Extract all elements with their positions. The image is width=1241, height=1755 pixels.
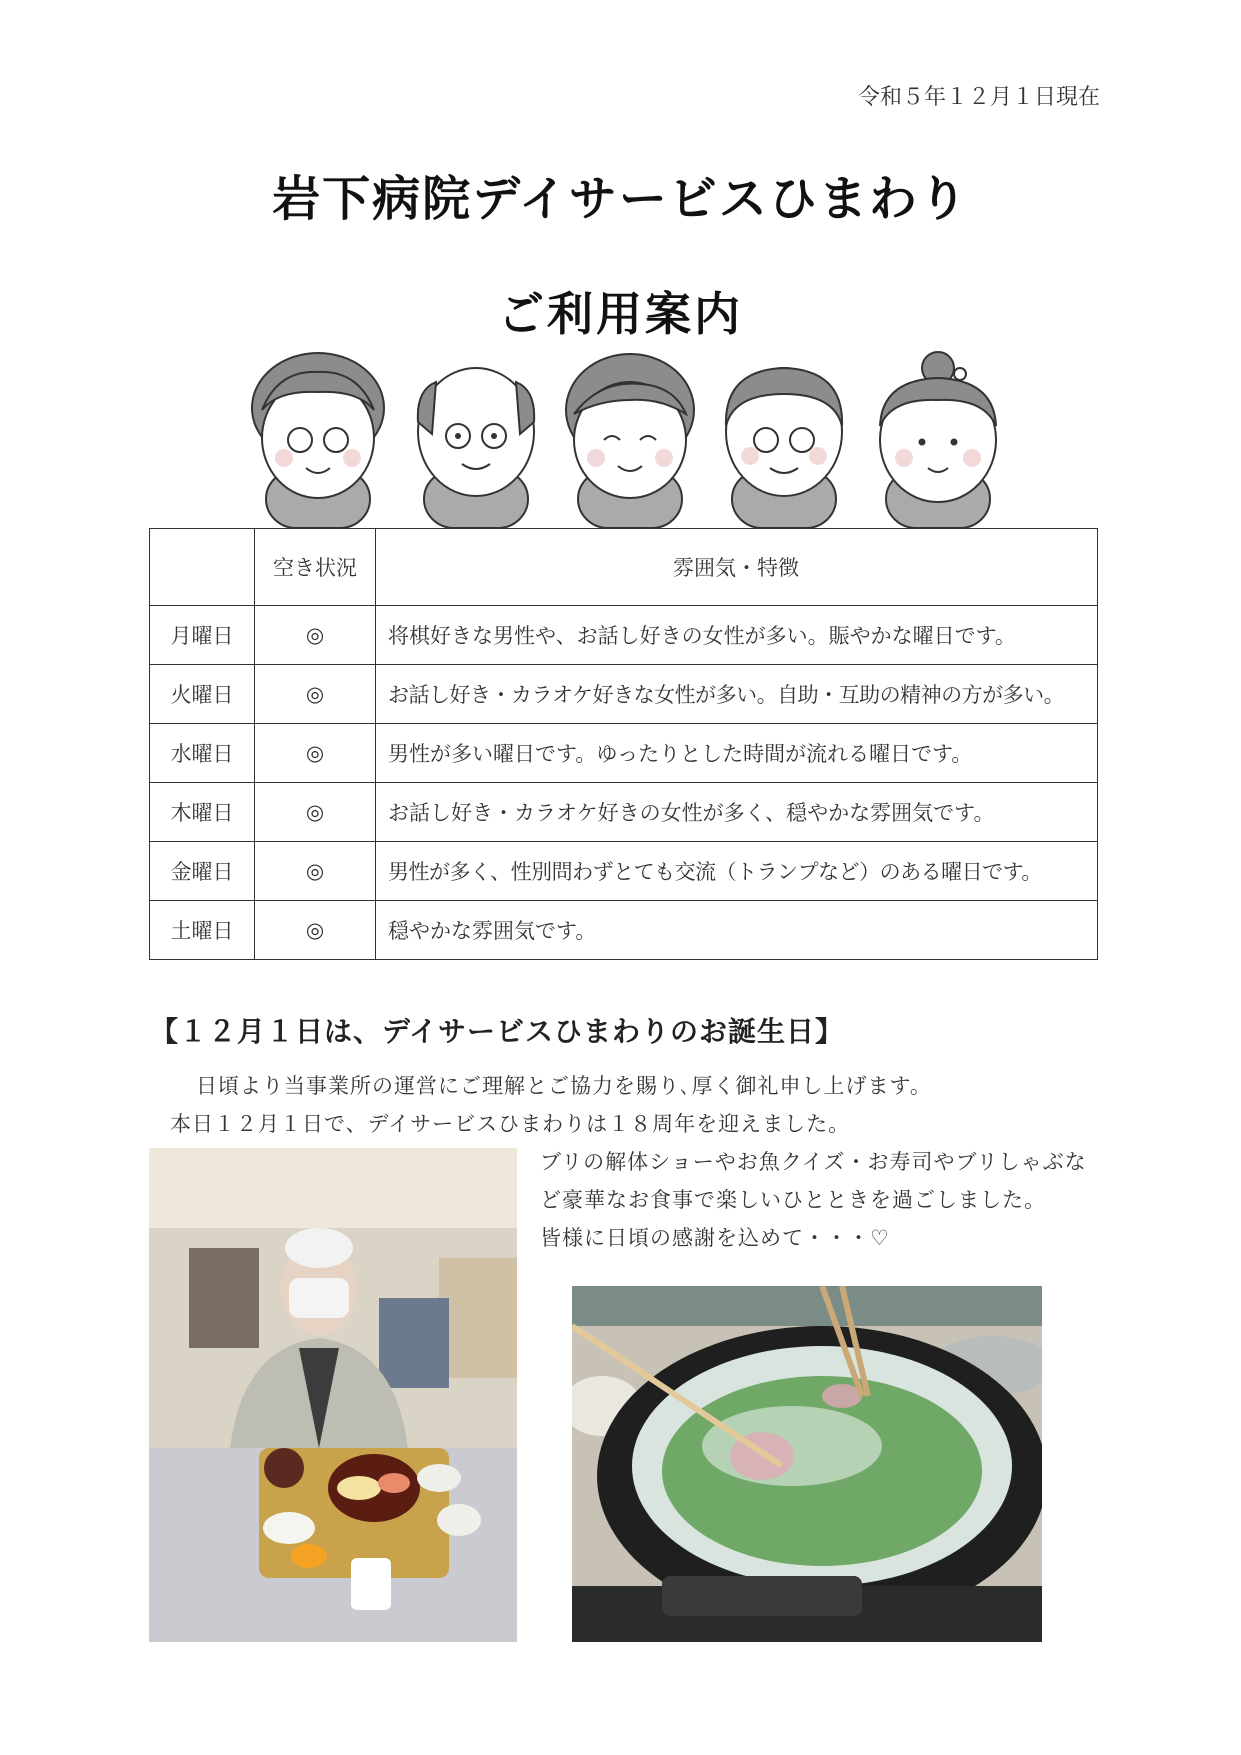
header-description: 雰囲気・特徴 [376,529,1098,606]
photo-man-with-meal-image [149,1148,517,1642]
row-day: 木曜日 [150,783,255,842]
intro-line-1: 日頃より当事業所の運営にご理解とご協力を賜り､厚く御礼申し上げます。 [196,1074,932,1098]
row-description: 男性が多い曜日です。ゆったりとした時間が流れる曜日です。 [376,724,1098,783]
row-day: 月曜日 [150,606,255,665]
header-availability: 空き状況 [255,529,376,606]
photo-buri-shabu-hotpot [572,1286,1042,1642]
photo-buri-shabu-hotpot-image [572,1286,1042,1642]
date-note: 令和５年１２月１日現在 [857,85,1100,110]
table-row [150,606,1098,665]
intro-line-2: 本日１２月１日で、デイサービスひまわりは１８周年を迎えました。 [170,1112,851,1136]
row-availability: ◎ [255,842,376,901]
row-availability: ◎ [255,724,376,783]
table-row [150,665,1098,724]
weekly-schedule-table [149,528,1098,960]
elderly-faces-illustration [248,350,1008,528]
table-header-row [150,529,1098,606]
event-line-2: ど豪華なお食事で楽しいひとときを過ごしました。 [540,1188,1046,1212]
face-elderly-woman-smiling-icon [566,354,694,528]
row-day: 土曜日 [150,901,255,960]
event-line-3: 皆様に日頃の感謝を込めて・・・♡ [540,1226,890,1250]
row-description: 男性が多く、性別問わずとても交流（トランプなど）のある曜日です。 [376,842,1098,901]
row-description: お話し好き・カラオケ好きな女性が多い。自助・互助の精神の方が多い。 [376,665,1098,724]
table-row [150,901,1098,960]
face-elderly-man-glasses-icon [418,368,534,528]
page-subtitle: ご利用案内 [498,287,743,341]
table-row [150,783,1098,842]
header-day [150,529,255,606]
section-heading: 【１２月１日は、デイサービスひまわりのお誕生日】 [150,1015,845,1048]
face-elderly-woman-bun-icon [880,352,996,528]
row-availability: ◎ [255,665,376,724]
row-availability: ◎ [255,783,376,842]
table-row [150,842,1098,901]
row-day: 火曜日 [150,665,255,724]
row-day: 金曜日 [150,842,255,901]
photo-man-with-meal [149,1148,517,1642]
row-description: 将棋好きな男性や、お話し好きの女性が多い。賑やかな曜日です。 [376,606,1098,665]
row-availability: ◎ [255,901,376,960]
face-elderly-woman-glasses-icon [252,353,384,528]
event-line-1: ブリの解体ショーやお魚クイズ・お寿司やブリしゃぶな [540,1150,1087,1174]
row-availability: ◎ [255,606,376,665]
face-elderly-man-smiling-glasses-icon [726,368,842,528]
page-title: 岩下病院デイサービスひまわり [272,171,969,227]
row-day: 水曜日 [150,724,255,783]
row-description: 穏やかな雰囲気です。 [376,901,1098,960]
row-description: お話し好き・カラオケ好きの女性が多く、穏やかな雰囲気です。 [376,783,1098,842]
table-row [150,724,1098,783]
